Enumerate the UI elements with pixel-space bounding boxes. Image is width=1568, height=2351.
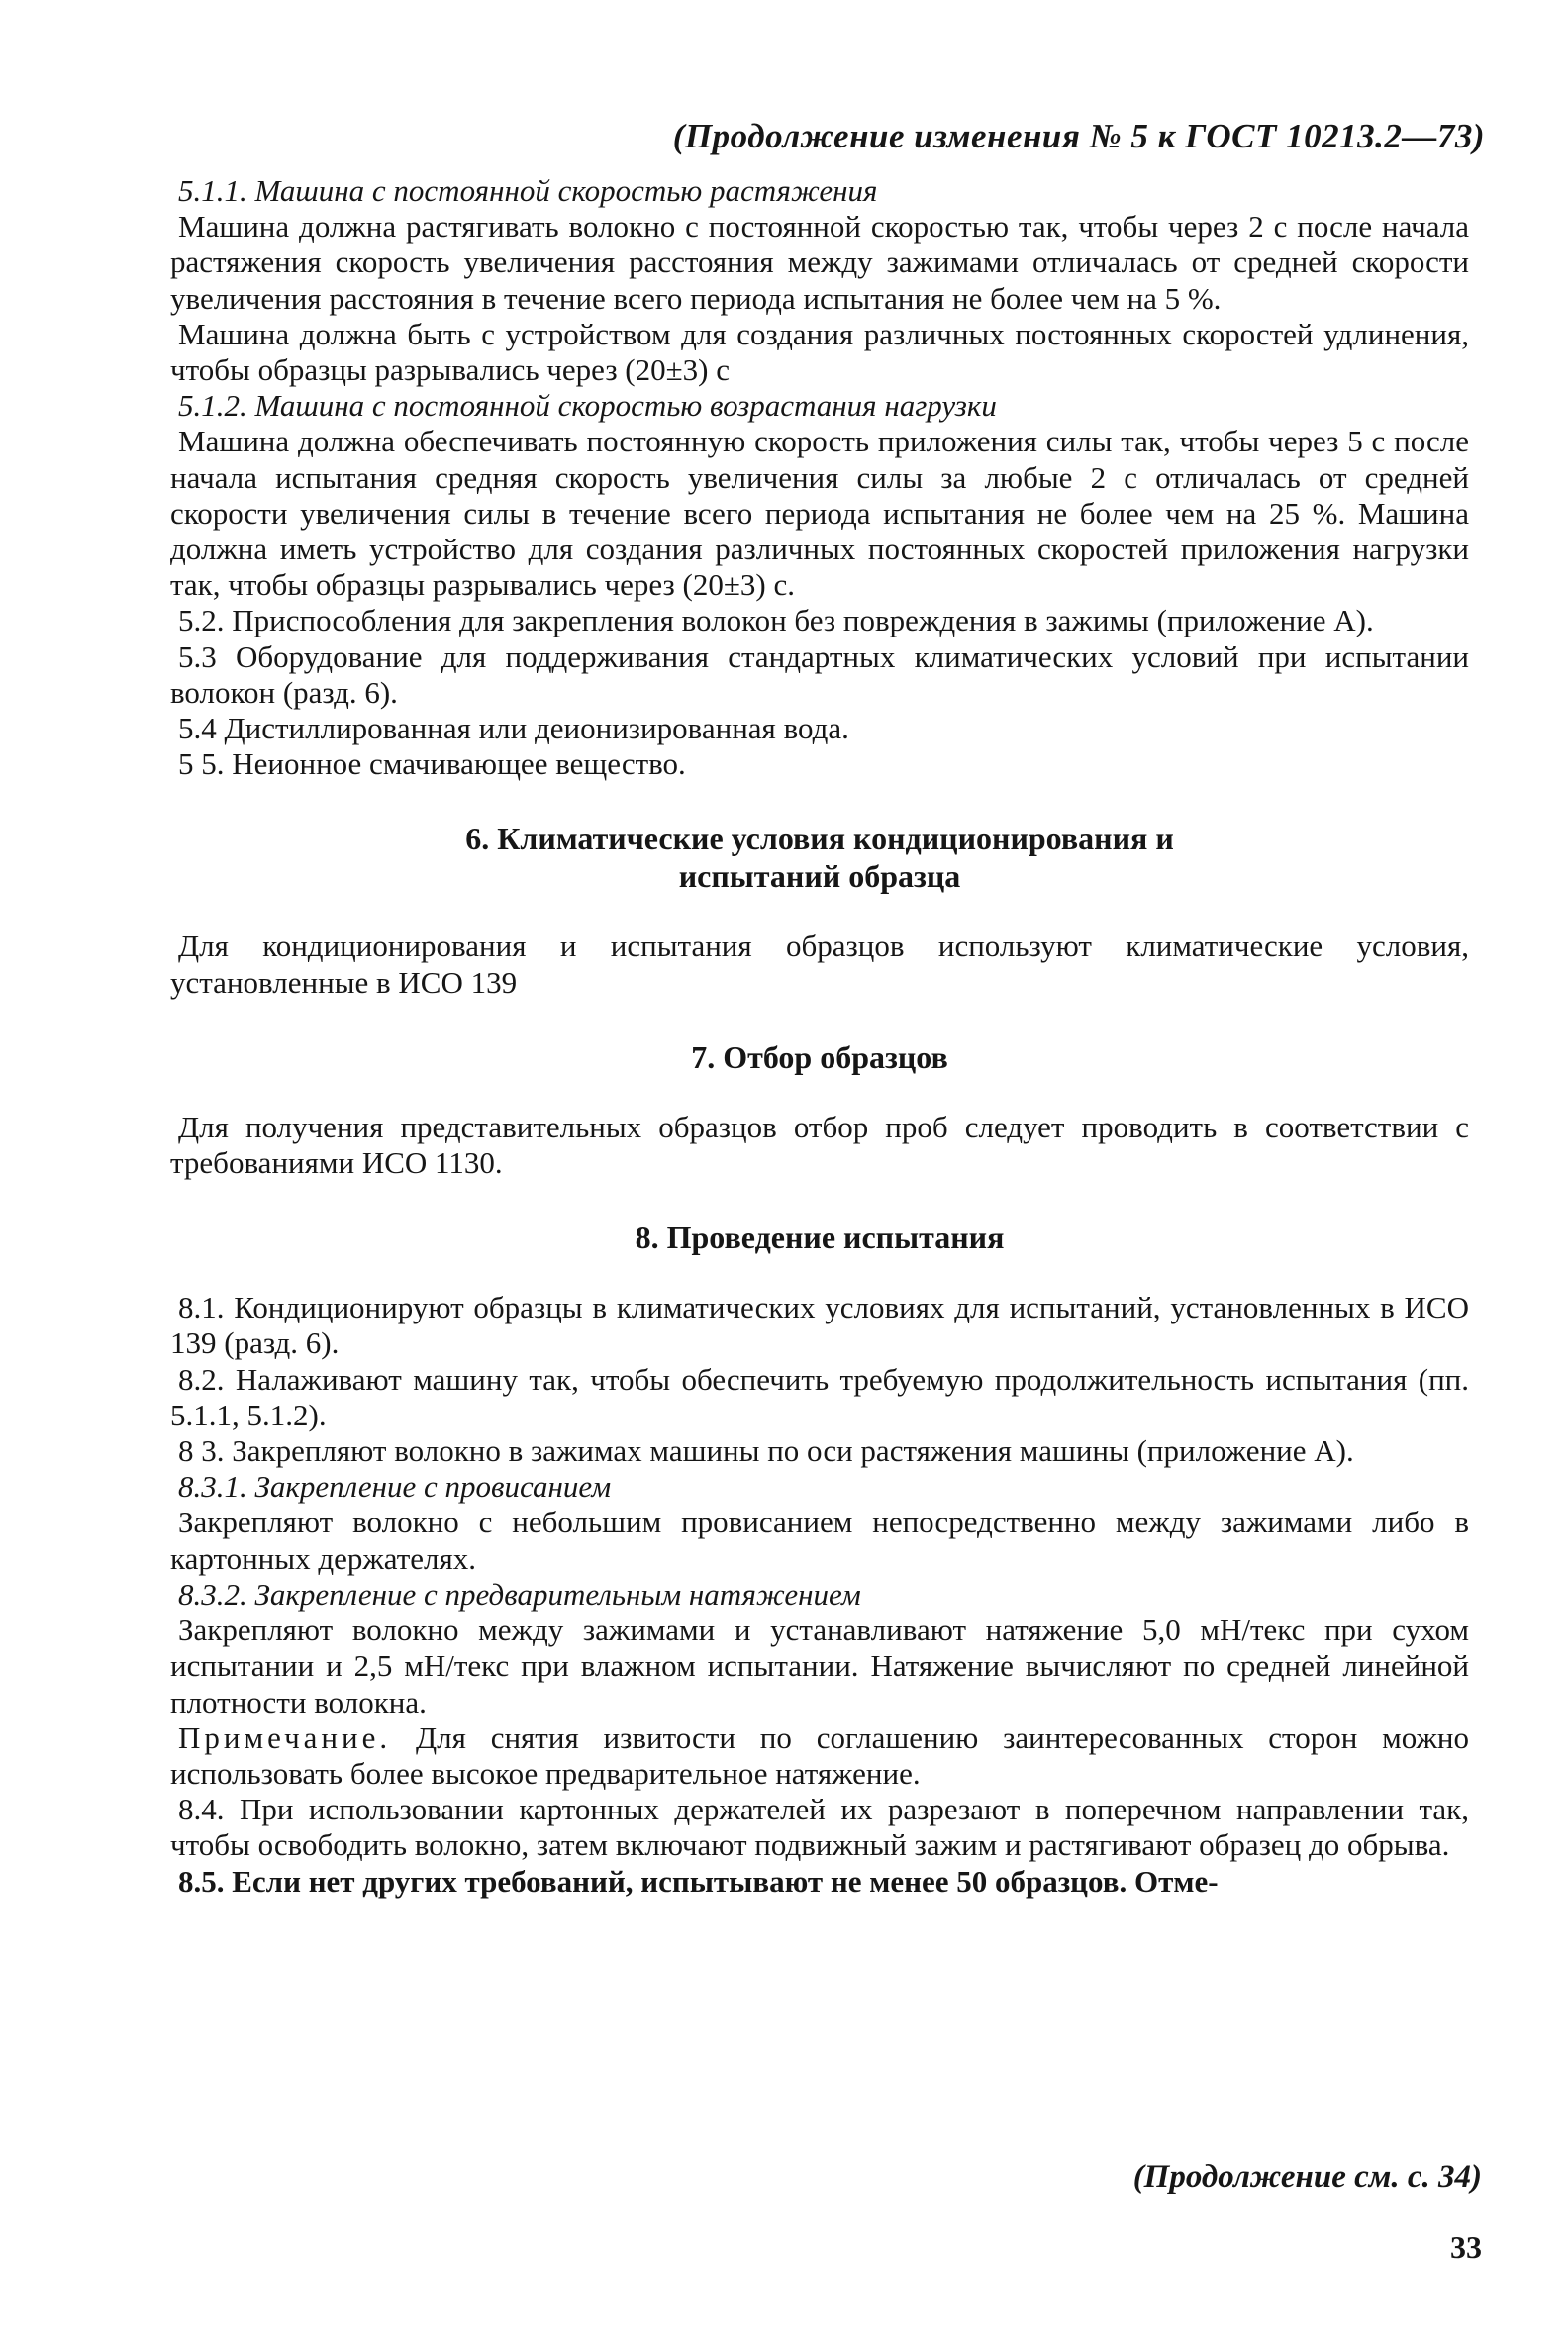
clause-8-5: 8.5. Если нет других требований, испытывают не менее 50 образцов. Отме- (178, 1863, 1219, 1899)
section-6-title: 6. Климатические условия кондиционирования и испытаний образца (465, 821, 1174, 895)
clause-5-5: 5 5. Неионное смачивающее вещество. (178, 746, 686, 782)
section-6-text: Для кондиционирования и испытания образцов используют климатические условия, установленные в ИСО 139 (170, 929, 1469, 1000)
section-8-title: 8. Проведение испытания (635, 1220, 1005, 1256)
clause-8-3-1-text: Закрепляют волокно с небольшим провисанием непосредственно между зажимами либо в картонных держателях. (170, 1505, 1469, 1576)
continuation-note: (Продолжение см. с. 34) (1132, 2159, 1482, 2195)
section-7-title: 7. Отбор образцов (691, 1038, 948, 1075)
clause-8-3-2-title: 8.3.2. Закрепление с предварительным натяжением (178, 1576, 861, 1612)
clause-5-1-1-para-1: Машина должна растягивать волокно с постоянной скоростью так, чтобы через 2 с после начала растяжения скорость увеличения расстояния между зажимами отличалась от средней скорости увеличения расстояния в течение всего периода испытания не более чем на 5 %. (170, 209, 1469, 316)
body-text (170, 173, 1469, 1900)
clause-5-1-1-title: 5.1.1. Машина с постоянной скоростью растяжения (178, 173, 878, 208)
note (170, 1720, 1469, 1792)
clause-8-3-2-text: Закрепляют волокно между зажимами и устанавливают натяжение 5,0 мН/текс при сухом испытании и 2,5 мН/текс при влажном испытании. Натяжение вычисляют по средней линейной плотности волокна. (170, 1613, 1469, 1719)
clause-5-4: 5.4 Дистиллированная или деионизированная вода. (178, 711, 849, 746)
clause-5-3: 5.3 Оборудование для поддерживания стандартных климатических условий при испытании волокон (разд. 6). (170, 638, 1469, 710)
clause-8-1: 8.1. Кондиционируют образцы в климатических условиях для испытаний, установленных в ИСО 139 (разд. 6). (170, 1290, 1469, 1361)
clause-8-2: 8.2. Налаживают машину так, чтобы обеспечить требуемую продолжительность испытания (пп. 5.1.1, 5.1.2). (170, 1361, 1469, 1432)
note-text: Для снятия извитости по соглашению заинтересованных сторон можно использовать более высокое предварительное натяжение. (170, 1719, 1469, 1791)
page-number: 33 (1450, 2229, 1482, 2265)
clause-5-1-2-para: Машина должна обеспечивать постоянную скорость приложения силы так, чтобы через 5 с после начала испытания средняя скорость увеличения силы за любые 2 с отличалась от средней скорости увеличения силы в течение всего периода испытания не более чем на 25 %. Машина должна иметь устройство для создания различных постоянных скоростей приложения нагрузки так, чтобы образцы разрывались через (20±3) с. (170, 424, 1469, 603)
page-header: (Продолжение изменения № 5 к ГОСТ 10213.2—73) (672, 117, 1485, 155)
note-label: Примечание. (178, 1719, 392, 1755)
clause-5-2: 5.2. Приспособления для закрепления волокон без повреждения в зажимы (приложение А). (178, 603, 1374, 638)
clause-8-3-1-title: 8.3.1. Закрепление с провисанием (178, 1469, 612, 1505)
clause-8-4: 8.4. При использовании картонных держателей их разрезают в поперечном направлении так, чтобы освободить волокно, затем включают подвижный зажим и растягивают образец до обрыва. (170, 1792, 1469, 1863)
clause-5-1-2-title: 5.1.2. Машина с постоянной скоростью возрастания нагрузки (178, 388, 997, 424)
clause-8-3: 8 3. Закрепляют волокно в зажимах машины по оси растяжения машины (приложение А). (178, 1433, 1354, 1469)
clause-5-1-1-para-2: Машина должна быть с устройством для создания различных постоянных скоростей удлинения, чтобы образцы разрывались через (20±3) с (170, 316, 1469, 388)
section-7-text: Для получения представительных образцов отбор проб следует проводить в соответствии с требованиями ИСО 1130. (170, 1109, 1469, 1181)
